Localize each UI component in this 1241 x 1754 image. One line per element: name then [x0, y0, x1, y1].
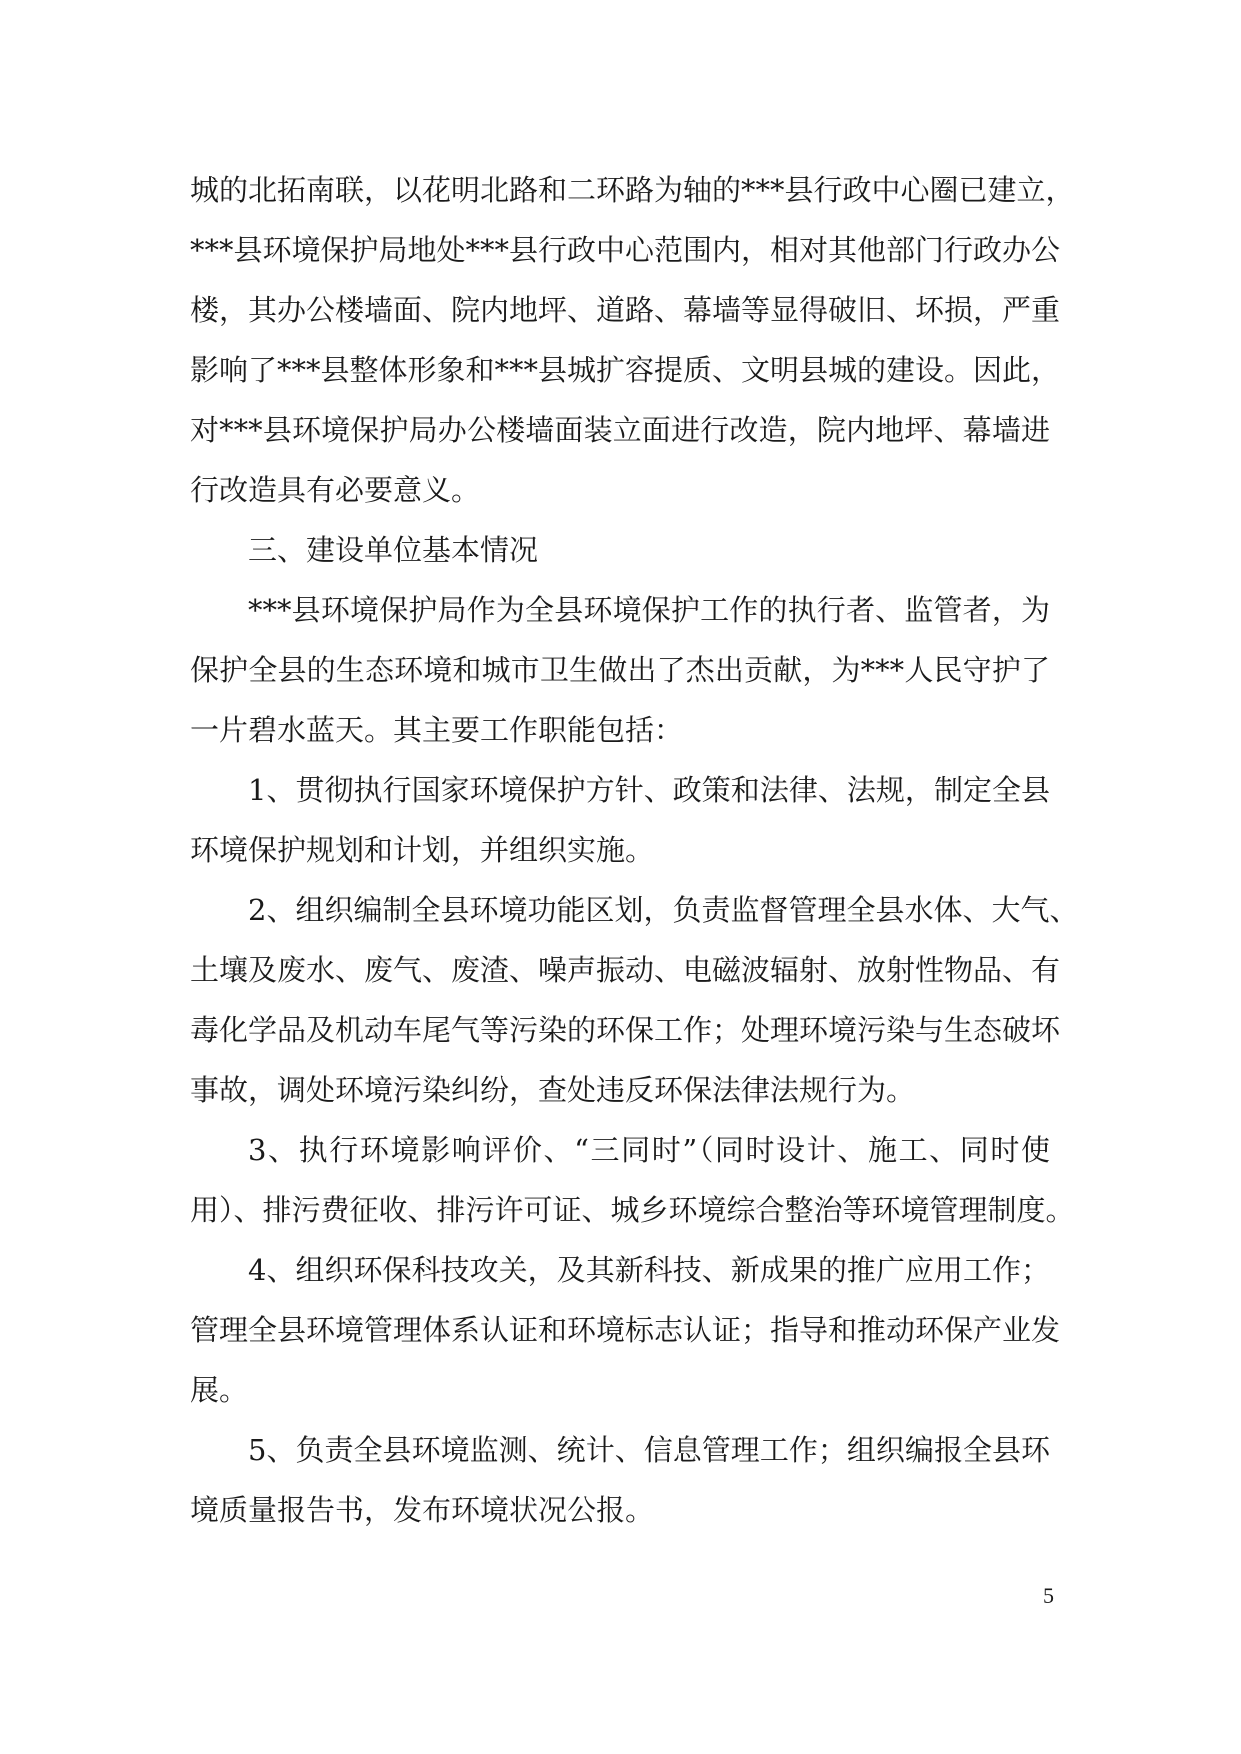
- text-line: 影响了***县整体形象和***县城扩容提质、文明县城的建设。因此，: [190, 353, 1061, 387]
- text-line: 环境保护规划和计划，并组织实施。: [190, 833, 655, 867]
- document-page: [190, 160, 1079, 1540]
- text-line: 用）、排污费征收、排污许可证、城乡环境综合整治等环境管理制度。: [190, 1193, 1075, 1227]
- text-line: 3、执行环境影响评价、“三同时”（同时设计、施工、同时使: [248, 1133, 1050, 1167]
- list-item: [190, 1420, 1050, 1540]
- text-line: 事故，调处环境污染纠纷，查处违反环保法律法规行为。: [190, 1073, 916, 1107]
- list-item: [190, 1120, 1075, 1240]
- text-line: 城的北拓南联，以花明北路和二环路为轴的***县行政中心圈已建立，: [190, 173, 1075, 207]
- text-line: 展。: [190, 1373, 249, 1407]
- text-line: 1、贯彻执行国家环境保护方针、政策和法律、法规，制定全县: [248, 773, 1050, 807]
- text-line: 楼，其办公楼墙面、院内地坪、道路、幕墙等显得破旧、坏损，严重: [190, 293, 1061, 327]
- intro-paragraph: [190, 580, 1050, 760]
- text-line: 5、负责全县环境监测、统计、信息管理工作；组织编报全县环: [248, 1433, 1050, 1467]
- text-line: ***县环境保护局作为全县环境保护工作的执行者、监管者，为: [248, 593, 1050, 627]
- text-line: 管理全县环境管理体系认证和环境标志认证；指导和推动环保产业发: [190, 1313, 1061, 1347]
- section-heading: 三、建设单位基本情况: [248, 533, 539, 567]
- text-line: 保护全县的生态环境和城市卫生做出了杰出贡献，为***人民守护了: [190, 653, 1050, 687]
- text-line: 毒化学品及机动车尾气等污染的环保工作；处理环境污染与生态破坏: [190, 1013, 1061, 1047]
- text-line: 2、组织编制全县环境功能区划，负责监督管理全县水体、大气、: [248, 893, 1079, 927]
- text-line: 境质量报告书，发布环境状况公报。: [190, 1493, 655, 1527]
- paragraph-continuation: [190, 160, 1075, 520]
- list-item: [190, 880, 1079, 1120]
- text-line: 对***县环境保护局办公楼墙面装立面进行改造，院内地坪、幕墙进: [190, 413, 1050, 447]
- list-item: [190, 1240, 1061, 1420]
- text-line: 4、组织环保科技攻关，及其新科技、新成果的推广应用工作；: [248, 1253, 1050, 1287]
- text-line: ***县环境保护局地处***县行政中心范围内，相对其他部门行政办公: [190, 233, 1061, 267]
- text-line: 一片碧水蓝天。其主要工作职能包括：: [190, 713, 684, 747]
- text-line: 土壤及废水、废气、废渣、噪声振动、电磁波辐射、放射性物品、有: [190, 953, 1061, 987]
- list-item: [190, 760, 1050, 880]
- page-number: 5: [1043, 1583, 1054, 1608]
- text-line: 行改造具有必要意义。: [190, 473, 481, 507]
